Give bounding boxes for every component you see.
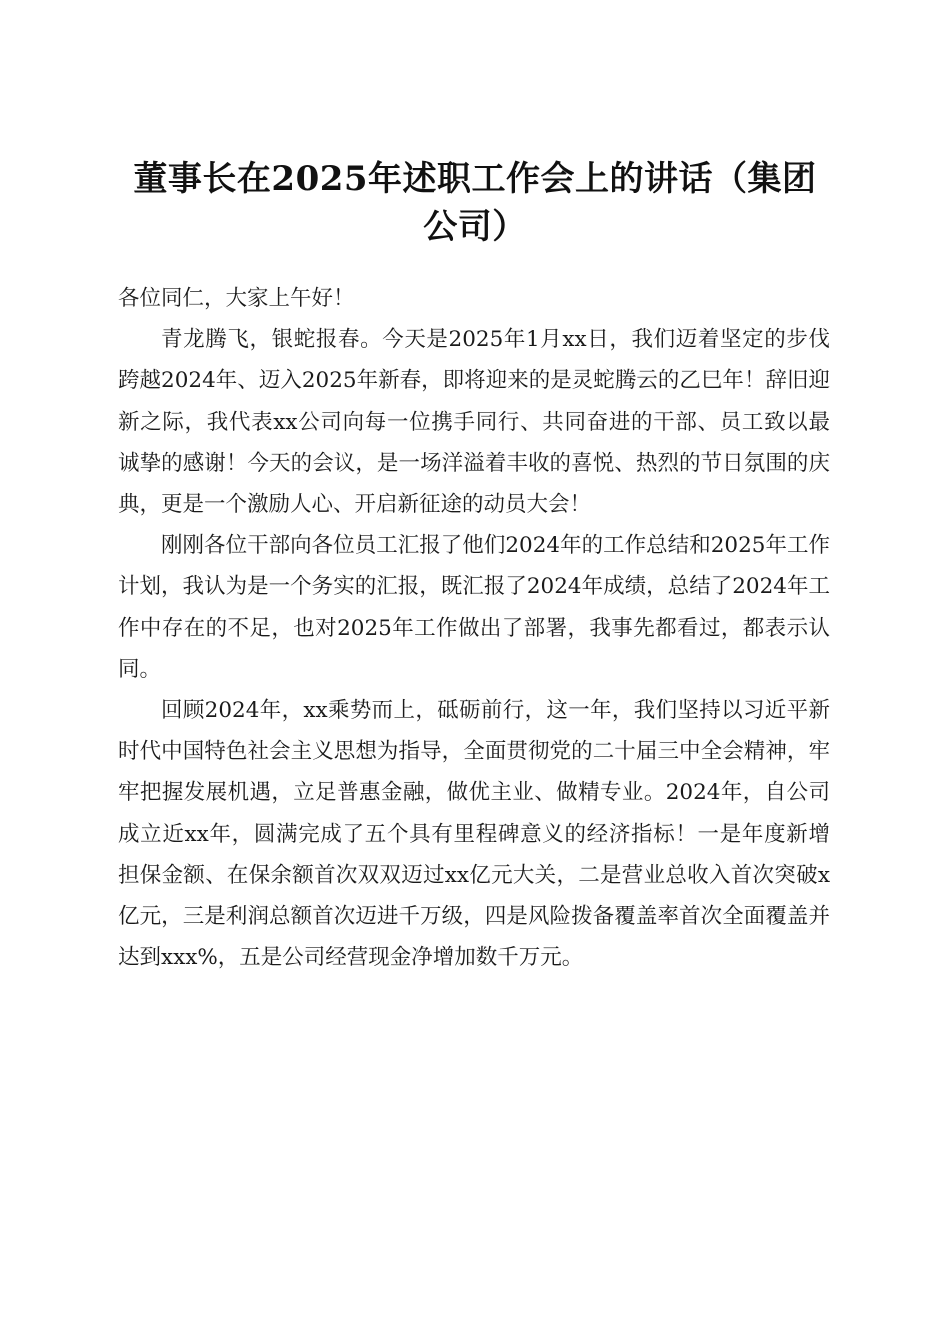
greeting: 各位同仁，大家上午好！ [118,286,355,311]
paragraph-1: 青龙腾飞，银蛇报春。今天是2025年1月xx日，我们迈着坚定的步伐跨越2024年、迈入2025年新春，即将迎来的是灵蛇腾云的乙巳年！辞旧迎新之际，我代表xx公司向每一位携手同行、共同奋进的干部、员工致以最诚挚的感谢！今天的会议，是一场洋溢着丰收的喜悦、热烈的节日氛围的庆典，更是一个激励人心、开启新征途的动员大会！ [118,327,830,518]
document-body [118,278,830,978]
title-line-1: 董事长在2025年述职工作会上的讲话（集团 [133,158,817,199]
paragraph-3: 回顾2024年，xx乘势而上，砥砺前行，这一年，我们坚持以习近平新时代中国特色社会主义思想为指导，全面贯彻党的二十届三中全会精神，牢牢把握发展机遇，立足普惠金融，做优主业、做精专业。2024年，自公司成立近xx年，圆满完成了五个具有里程碑意义的经济指标！一是年度新增担保金额、在保余额首次双双迈过xx亿元大关，二是营业总收入首次突破x亿元，三是利润总额首次迈进千万级，四是风险拨备覆盖率首次全面覆盖并达到xxx%，五是公司经营现金净增加数千万元。 [118,698,830,971]
title-line-2: 公司） [423,206,527,247]
document-title [100,155,850,251]
paragraph-2: 刚刚各位干部向各位员工汇报了他们2024年的工作总结和2025年工作计划，我认为是一个务实的汇报，既汇报了2024年成绩，总结了2024年工作中存在的不足，也对2025年工作做出了部署，我事先都看过，都表示认同。 [118,533,830,682]
